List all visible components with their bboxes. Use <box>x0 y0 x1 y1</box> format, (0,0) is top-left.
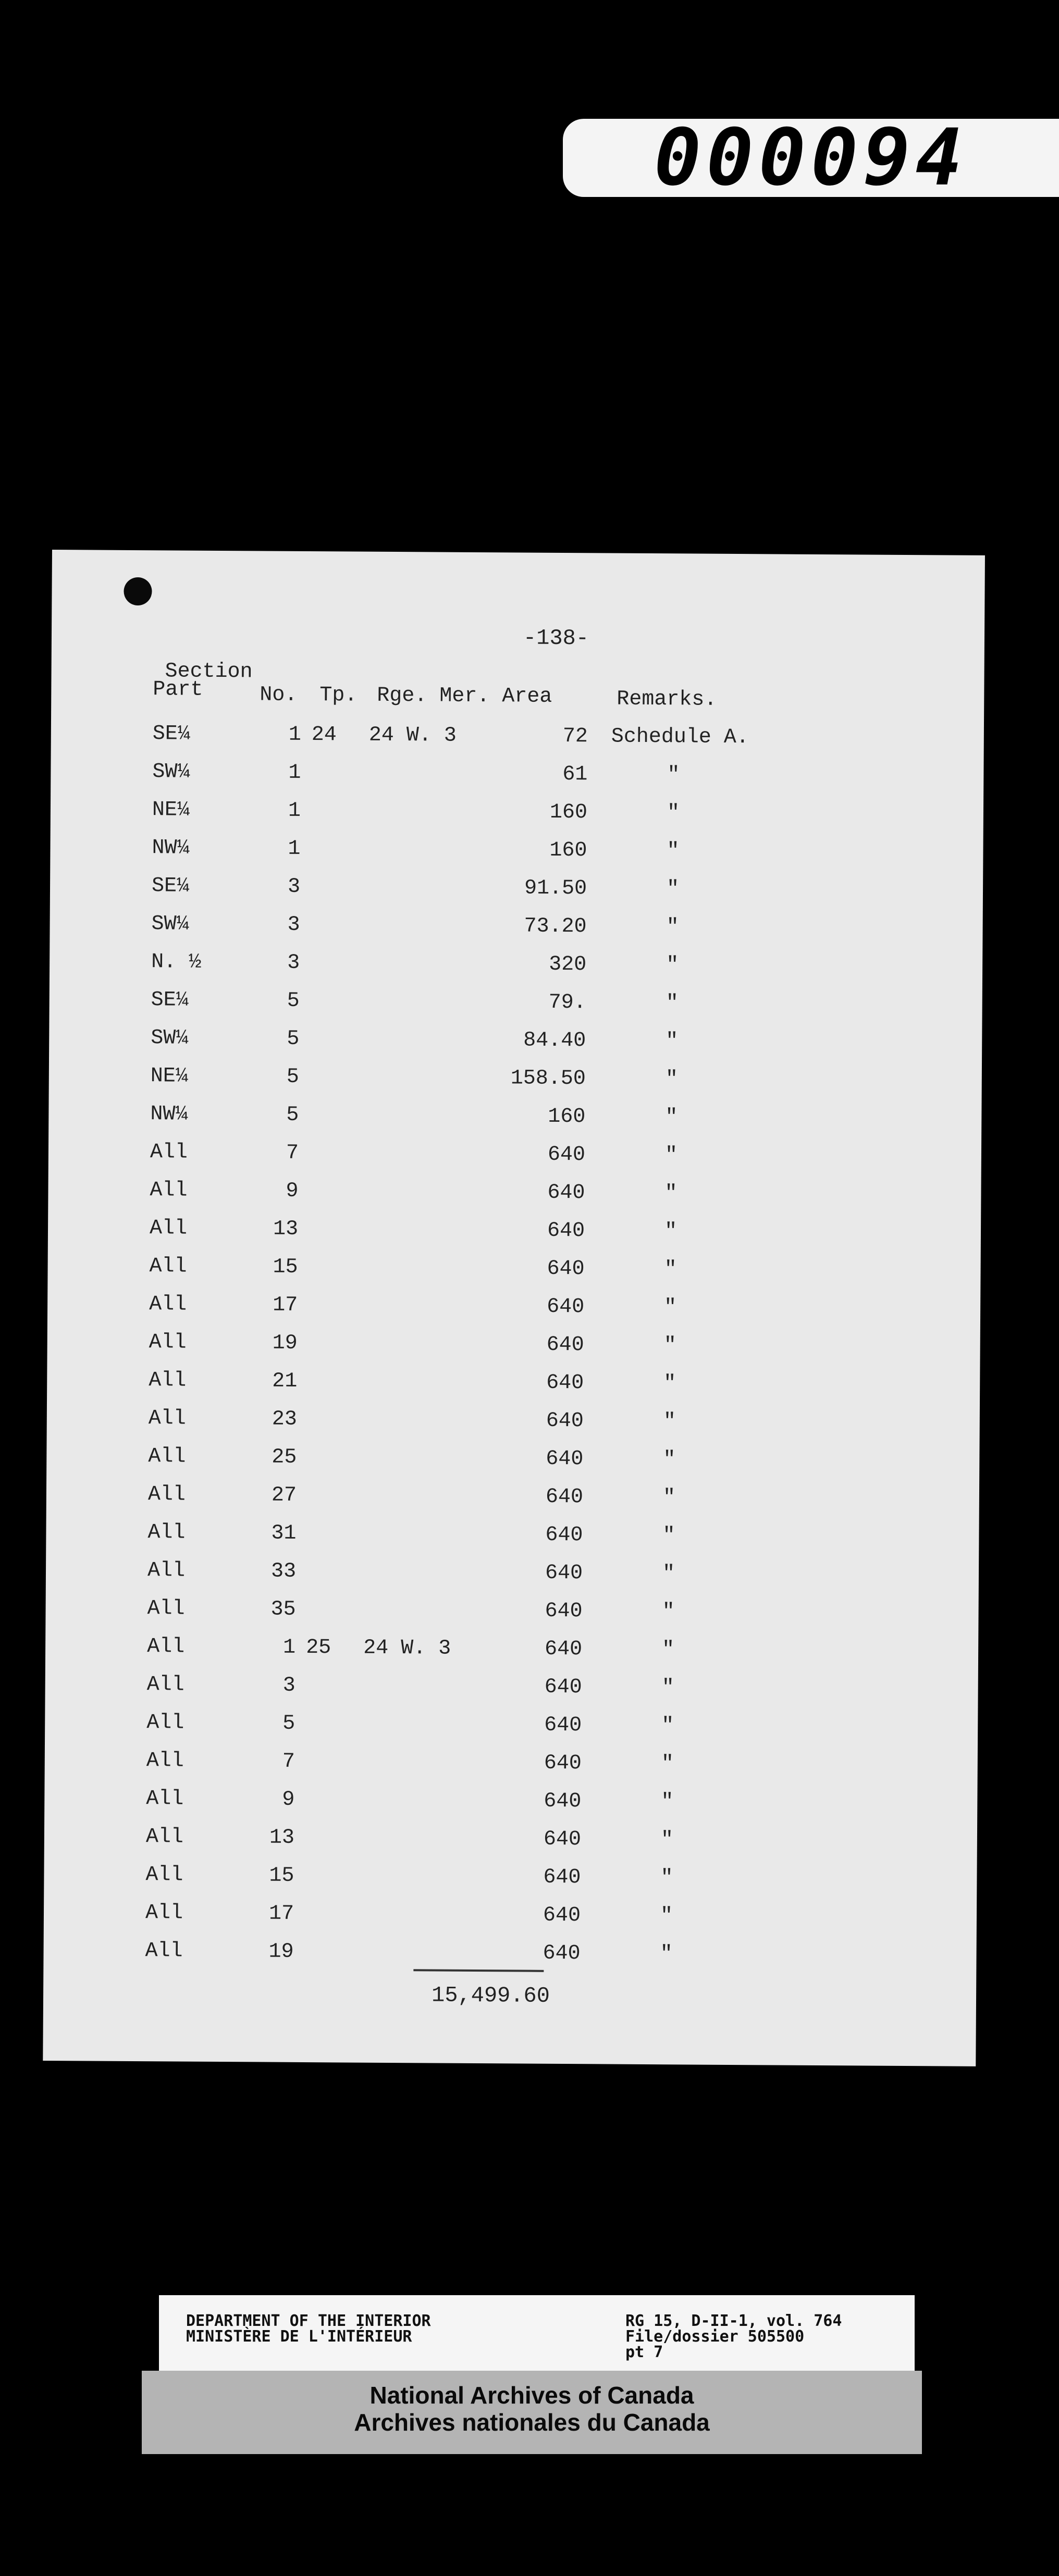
row-area: 640 <box>543 1827 582 1852</box>
row-area: 640 <box>547 1257 585 1281</box>
area-total: 15,499.60 <box>431 1983 550 2009</box>
row-area: 640 <box>547 1181 585 1205</box>
archive-reference-label <box>159 2295 915 2373</box>
row-section-no: 5 <box>287 989 300 1013</box>
row-part: SW¼ <box>151 1026 189 1050</box>
row-remarks: " <box>660 1942 673 1966</box>
table-row <box>49 1026 982 1070</box>
document-sheet <box>43 550 985 2066</box>
row-section-no: 1 <box>288 723 301 747</box>
row-section-no: 5 <box>282 1712 295 1736</box>
row-section-no: 1 <box>288 761 301 785</box>
table-row <box>49 988 982 1032</box>
file-part: pt 7 <box>625 2343 663 2361</box>
row-remarks: " <box>661 1752 674 1776</box>
row-area: 72 <box>562 724 588 749</box>
row-part: All <box>146 1711 184 1735</box>
row-area: 640 <box>545 1523 583 1547</box>
table-row <box>50 836 983 880</box>
row-area: 640 <box>546 1409 584 1433</box>
table-row <box>46 1558 979 1602</box>
row-section-no: 3 <box>287 951 300 975</box>
department-en: DEPARTMENT OF THE INTERIOR <box>186 2312 431 2330</box>
row-section-no: 7 <box>286 1141 299 1165</box>
table-row <box>46 1482 979 1526</box>
row-area: 640 <box>546 1333 584 1357</box>
row-section-no: 35 <box>270 1597 296 1621</box>
row-section-no: 1 <box>282 1636 296 1659</box>
row-section-no: 5 <box>286 1103 299 1127</box>
table-row <box>51 798 983 841</box>
row-remarks: Schedule A. <box>611 725 749 750</box>
row-section-no: 21 <box>272 1369 298 1393</box>
row-part: All <box>145 1863 183 1887</box>
row-section-no: 3 <box>282 1674 295 1698</box>
frame-number: 000094 <box>563 119 1059 197</box>
row-area: 640 <box>544 1637 583 1662</box>
row-section-no: 15 <box>273 1255 298 1279</box>
row-remarks: " <box>667 801 680 825</box>
page-number: -138- <box>523 625 589 651</box>
table-row <box>43 1939 976 1983</box>
archives-name-en: National Archives of Canada <box>370 2382 694 2409</box>
row-remarks: " <box>663 1296 677 1320</box>
row-area: 640 <box>546 1295 585 1319</box>
row-part: All <box>149 1331 187 1355</box>
row-part: All <box>148 1445 186 1469</box>
table-row <box>47 1330 980 1374</box>
row-remarks: " <box>661 1714 674 1738</box>
row-area: 640 <box>544 1751 582 1776</box>
row-part: SE¼ <box>152 722 190 746</box>
row-part: All <box>147 1559 186 1583</box>
table-row <box>48 1178 981 1222</box>
table-row <box>44 1901 977 1945</box>
row-part: All <box>149 1255 187 1279</box>
row-part: All <box>147 1597 185 1621</box>
row-part: All <box>148 1407 186 1431</box>
row-section-no: 3 <box>287 875 301 899</box>
row-range-meridian: 24 W. 3 <box>368 723 457 748</box>
row-part: All <box>147 1635 185 1659</box>
row-remarks: " <box>663 1410 676 1434</box>
row-area: 640 <box>543 1941 581 1966</box>
row-part: All <box>149 1293 187 1317</box>
row-section-no: 9 <box>286 1179 299 1203</box>
row-area: 640 <box>544 1713 582 1738</box>
row-area: 84.40 <box>523 1029 586 1053</box>
table-row <box>46 1520 979 1564</box>
row-part: All <box>147 1483 186 1507</box>
table-row <box>47 1254 980 1298</box>
row-section-no: 9 <box>282 1788 295 1812</box>
table-row <box>44 1749 977 1792</box>
row-part: All <box>146 1749 184 1773</box>
row-remarks: " <box>666 877 680 901</box>
row-part: All <box>149 1217 188 1241</box>
row-section-no: 25 <box>272 1445 297 1469</box>
table-row <box>44 1863 977 1906</box>
row-section-no: 7 <box>282 1750 295 1774</box>
header-rge-mer: Rge. Mer. <box>377 684 490 709</box>
row-part: SE¼ <box>151 988 189 1012</box>
row-area: 640 <box>543 1903 581 1928</box>
row-part: All <box>145 1825 184 1849</box>
table-row <box>49 1064 982 1108</box>
row-area: 160 <box>549 838 587 863</box>
row-part: All <box>150 1141 188 1165</box>
row-section-no: 17 <box>268 1902 294 1926</box>
table-row <box>45 1673 978 1716</box>
row-part: NW¼ <box>150 1103 188 1126</box>
row-remarks: " <box>662 1524 675 1548</box>
archives-name-fr: Archives nationales du Canada <box>354 2409 710 2436</box>
row-remarks: " <box>666 915 679 939</box>
record-group-reference: RG 15, D-II-1, vol. 764 <box>625 2312 842 2330</box>
table-row <box>45 1711 978 1754</box>
row-part: NE¼ <box>152 798 190 822</box>
table-row <box>48 1102 981 1146</box>
row-part: All <box>146 1673 184 1697</box>
row-part: All <box>147 1521 186 1545</box>
row-remarks: " <box>660 1828 674 1852</box>
table-row <box>45 1634 978 1678</box>
row-section-no: 33 <box>270 1559 297 1583</box>
table-row <box>51 722 984 765</box>
table-row <box>51 760 983 803</box>
row-remarks: " <box>665 1068 678 1092</box>
row-area: 61 <box>562 762 588 787</box>
row-remarks: " <box>666 992 679 1015</box>
row-area: 640 <box>546 1371 584 1395</box>
row-remarks: " <box>666 953 679 977</box>
row-area: 640 <box>543 1865 581 1890</box>
row-section-no: 13 <box>269 1826 295 1850</box>
file-dossier: File/dossier 505500 <box>625 2327 805 2346</box>
row-part: SW¼ <box>152 760 190 784</box>
row-part: All <box>145 1939 183 1963</box>
row-remarks: " <box>664 1258 677 1282</box>
header-part: Part <box>153 678 203 702</box>
row-part: NW¼ <box>152 836 190 860</box>
table-row <box>50 874 983 918</box>
table-row <box>47 1292 980 1336</box>
archives-banner <box>142 2371 922 2454</box>
table-row <box>44 1825 977 1868</box>
row-area: 91.50 <box>524 876 587 901</box>
row-remarks: " <box>662 1486 676 1510</box>
row-remarks: " <box>663 1334 676 1358</box>
row-section-no: 1 <box>288 799 301 823</box>
row-remarks: " <box>660 1904 673 1928</box>
row-township: 24 <box>311 723 337 747</box>
row-remarks: " <box>661 1790 674 1814</box>
table-row <box>50 950 982 994</box>
row-area: 640 <box>547 1143 586 1167</box>
row-section-no: 31 <box>271 1521 297 1545</box>
row-remarks: " <box>662 1600 675 1624</box>
row-section-no: 5 <box>287 1027 300 1051</box>
punch-hole <box>124 577 152 605</box>
table-row <box>48 1140 981 1184</box>
row-section-no: 23 <box>272 1407 297 1431</box>
row-part: N. ½ <box>151 950 202 974</box>
row-area: 640 <box>545 1599 583 1624</box>
row-area: 73.20 <box>524 914 587 939</box>
row-part: SW¼ <box>151 912 189 936</box>
row-area: 160 <box>548 1105 586 1129</box>
row-range-meridian: 24 W. 3 <box>363 1636 451 1661</box>
row-remarks: " <box>660 1866 673 1890</box>
row-area: 640 <box>545 1485 584 1509</box>
row-remarks: " <box>664 1220 678 1244</box>
row-remarks: " <box>666 1030 679 1054</box>
header-section: Section <box>165 660 253 684</box>
table-row <box>44 1787 977 1830</box>
row-area: 320 <box>549 952 587 977</box>
row-remarks: " <box>667 839 680 863</box>
row-remarks: " <box>664 1144 678 1168</box>
row-part: All <box>149 1369 187 1393</box>
row-section-no: 3 <box>287 913 300 937</box>
table-row <box>50 912 982 956</box>
row-part: All <box>150 1179 188 1203</box>
row-area: 158.50 <box>510 1067 586 1091</box>
header-remarks: Remarks. <box>617 687 717 712</box>
row-section-no: 13 <box>273 1217 299 1241</box>
row-section-no: 5 <box>286 1065 299 1089</box>
row-area: 640 <box>546 1447 584 1471</box>
table-row <box>47 1368 980 1412</box>
header-area: Area <box>502 685 552 709</box>
header-tp: Tp. <box>319 684 358 708</box>
row-area: 79. <box>548 990 586 1015</box>
row-section-no: 15 <box>269 1864 294 1888</box>
row-area: 640 <box>545 1561 583 1586</box>
table-row <box>47 1406 980 1450</box>
row-area: 640 <box>544 1675 582 1700</box>
header-no: No. <box>260 683 298 707</box>
row-part: NE¼ <box>150 1064 188 1088</box>
row-remarks: " <box>661 1676 674 1700</box>
row-section-no: 19 <box>272 1331 298 1355</box>
row-part: All <box>146 1787 184 1811</box>
row-remarks: " <box>663 1448 676 1472</box>
table-row <box>48 1216 981 1260</box>
row-section-no: 27 <box>271 1483 297 1507</box>
row-remarks: " <box>663 1372 676 1396</box>
row-township: 25 <box>305 1636 331 1660</box>
row-remarks: " <box>667 763 680 787</box>
row-area: 640 <box>547 1219 585 1243</box>
row-area: 640 <box>544 1789 582 1814</box>
row-remarks: " <box>661 1638 675 1662</box>
row-remarks: " <box>662 1562 675 1586</box>
row-part: All <box>145 1901 183 1925</box>
row-area: 160 <box>549 800 588 825</box>
row-section-no: 1 <box>288 837 301 861</box>
row-section-no: 19 <box>268 1940 294 1964</box>
row-remarks: " <box>664 1182 678 1206</box>
row-part: SE¼ <box>151 874 190 898</box>
row-remarks: " <box>665 1106 678 1130</box>
table-row <box>46 1444 979 1488</box>
department-fr: MINISTÈRE DE L'INTÉRIEUR <box>186 2327 412 2346</box>
row-section-no: 17 <box>272 1293 298 1317</box>
table-row <box>45 1596 978 1640</box>
